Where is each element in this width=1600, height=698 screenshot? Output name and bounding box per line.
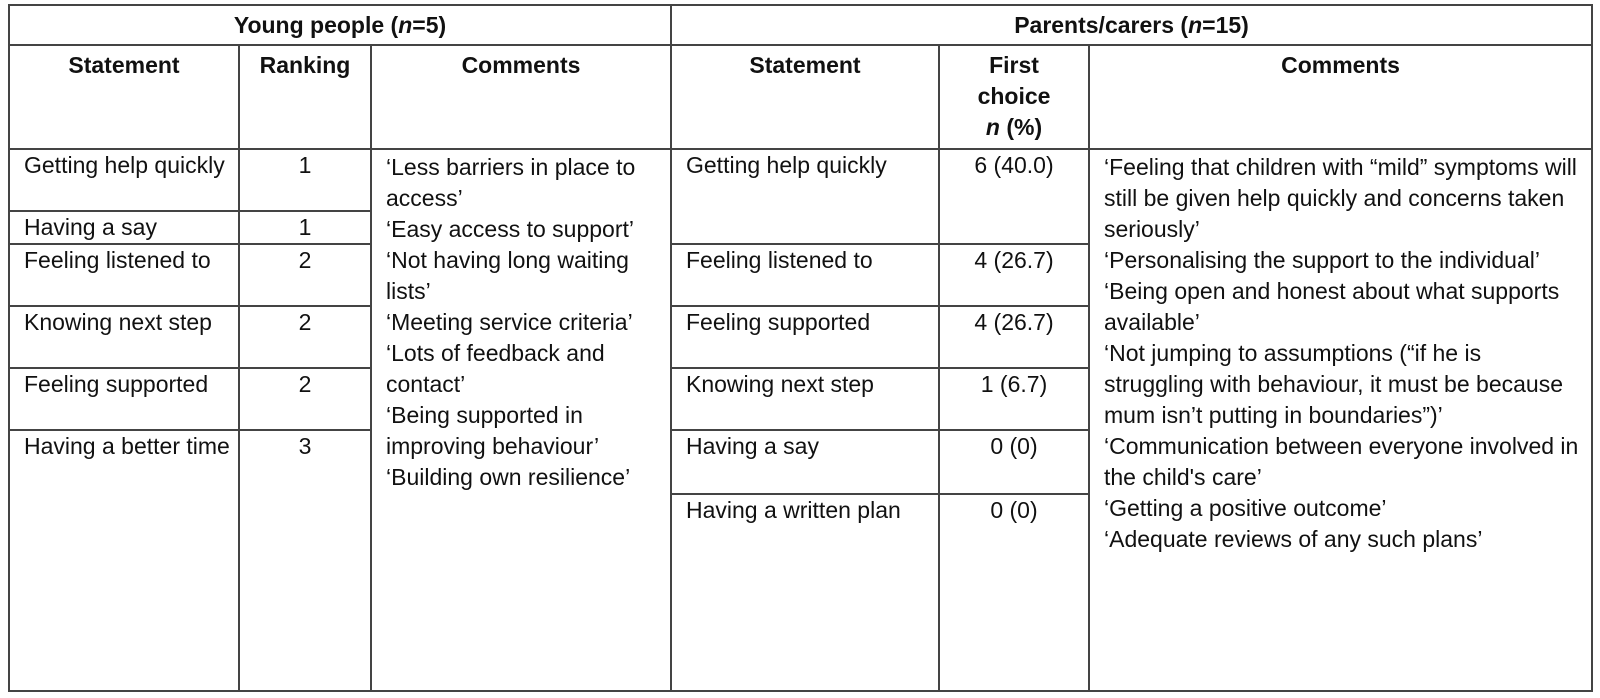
yp-comment: ‘Being supported in improving behaviour’	[386, 402, 600, 459]
yp-comment: ‘Meeting service criteria’	[386, 309, 633, 335]
yp-comments-cell	[371, 149, 671, 691]
pc-statement-cell: Knowing next step	[671, 368, 939, 430]
pc-comment: ‘Personalising the support to the individual’	[1104, 247, 1540, 273]
yp-ranking-cell: 2	[239, 306, 371, 368]
yp-statement-cell: Having a better time	[9, 430, 239, 691]
group-header-row	[9, 5, 1592, 45]
pc-comment: ‘Being open and honest about what supports available’	[1104, 278, 1560, 335]
pc-statement-cell: Getting help quickly	[671, 149, 939, 244]
yp-statement-cell: Having a say	[9, 211, 239, 244]
yp-ranking-cell: 1	[239, 149, 371, 211]
yp-comment: ‘Not having long waiting lists’	[386, 247, 629, 304]
yp-statement-cell: Feeling listened to	[9, 244, 239, 306]
pc-comment: ‘Feeling that children with “mild” symptoms will still be given help quickly and concerns taken seriously’	[1104, 154, 1577, 242]
pc-comment: ‘Getting a positive outcome’	[1104, 495, 1387, 521]
pc-first-choice-cell: 4 (26.7)	[939, 244, 1089, 306]
pc-first-choice-cell: 4 (26.7)	[939, 306, 1089, 368]
yp-ranking-cell: 1	[239, 211, 371, 244]
pc-statement-cell	[671, 430, 939, 691]
results-table	[8, 4, 1593, 692]
pc-statement-cell: Feeling listened to	[671, 244, 939, 306]
header-yp-comments: Comments	[371, 45, 671, 149]
pc-comment: ‘Communication between everyone involved in the child's care’	[1104, 433, 1579, 490]
header-pc-comments: Comments	[1089, 45, 1592, 149]
pc-statement-cell: Feeling supported	[671, 306, 939, 368]
header-yp-ranking: Ranking	[239, 45, 371, 149]
header-pc-first-choice	[939, 45, 1089, 149]
yp-statement-cell: Knowing next step	[9, 306, 239, 368]
yp-ranking-cell: 2	[239, 368, 371, 430]
yp-ranking-cell: 2	[239, 244, 371, 306]
pc-first-choice-cell	[939, 430, 1089, 691]
table-row	[9, 149, 1592, 211]
header-pc-first-line3: n (%)	[985, 114, 1043, 140]
header-pc-statement: Statement	[671, 45, 939, 149]
yp-statement-cell: Feeling supported	[9, 368, 239, 430]
pc-comment: ‘Not jumping to assumptions (“if he is struggling with behaviour, it must be because mum isn’t putting in boundaries”)’	[1104, 340, 1563, 428]
yp-comment: ‘Easy access to support’	[386, 216, 635, 242]
yp-comment: ‘Building own resilience’	[386, 464, 631, 490]
group-header-young: Young people (n=5)	[9, 5, 671, 45]
pc-first-choice-subcell: 0 (0)	[990, 433, 1038, 459]
pc-statement-subcell: Having a written plan	[672, 493, 938, 526]
column-header-row	[9, 45, 1592, 149]
header-pc-first-line1: First	[989, 52, 1039, 78]
header-pc-first-line2: choice	[977, 83, 1051, 109]
pc-comments-cell	[1089, 149, 1592, 691]
pc-comment: ‘Adequate reviews of any such plans’	[1104, 526, 1483, 552]
pc-first-choice-subcell: 0 (0)	[940, 493, 1088, 526]
pc-statement-subcell: Having a say	[686, 433, 819, 459]
yp-comment: ‘Less barriers in place to access’	[386, 154, 636, 211]
yp-statement-cell: Getting help quickly	[9, 149, 239, 211]
yp-comment: ‘Lots of feedback and contact’	[386, 340, 605, 397]
group-header-parents: Parents/carers (n=15)	[671, 5, 1592, 45]
pc-first-choice-cell: 6 (40.0)	[939, 149, 1089, 244]
pc-first-choice-cell: 1 (6.7)	[939, 368, 1089, 430]
header-yp-statement: Statement	[9, 45, 239, 149]
yp-ranking-cell: 3	[239, 430, 371, 691]
